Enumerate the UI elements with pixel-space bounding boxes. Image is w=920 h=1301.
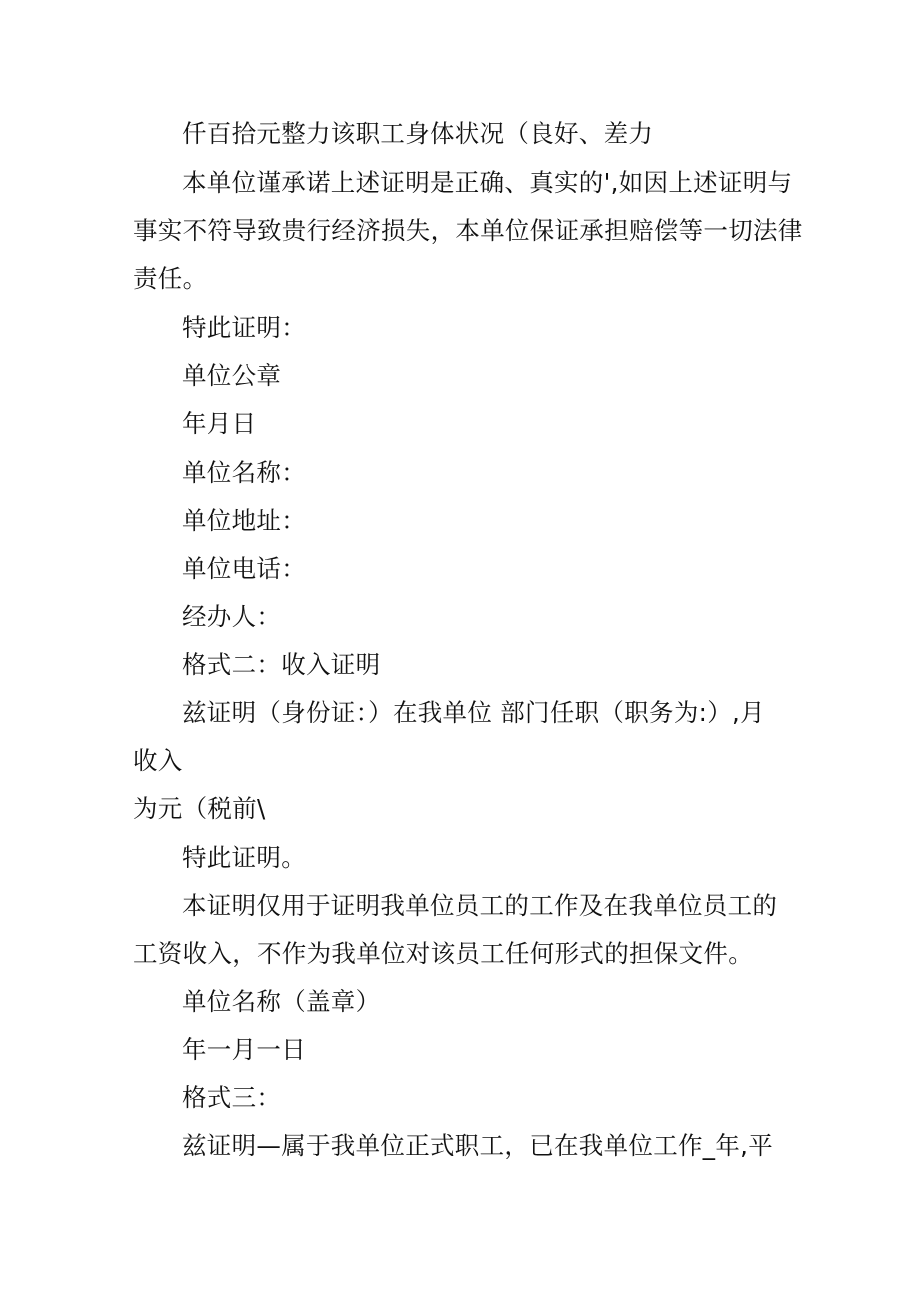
company-name-label: 单位名称：: [182, 458, 306, 487]
paragraph-line: 兹证明（身份证：）在我单位 部门任职（职务为:）,月: [182, 698, 765, 727]
section-heading: 格式三：: [182, 1083, 282, 1112]
company-name-seal-label: 单位名称（盖章）: [182, 987, 381, 1016]
company-seal-label: 单位公章: [182, 361, 282, 390]
closing-line: 特此证明。: [182, 843, 306, 872]
handler-label: 经办人：: [182, 602, 282, 631]
paragraph-line: 兹证明—属于我单位正式职工，已在我单位工作_年,平: [182, 1131, 774, 1160]
paragraph-line: 事实不符导致贵行经济损失，本单位保证承担赔偿等一切法律: [133, 216, 803, 245]
closing-line: 特此证明：: [182, 313, 306, 342]
text-line: 仟百拾元整力该职工身体状况（良好、差力: [182, 119, 654, 148]
company-phone-label: 单位电话：: [182, 554, 306, 583]
paragraph-line: 工资收入，不作为我单位对该员工任何形式的担保文件。: [133, 939, 753, 968]
paragraph-line: 责任。: [133, 264, 208, 293]
paragraph-line: 本单位谨承诺上述证明是正确、真实的',如因上述证明与: [182, 168, 793, 197]
paragraph-line: 收入: [133, 746, 183, 775]
paragraph-line: 本证明仅用于证明我单位员工的工作及在我单位员工的: [182, 891, 778, 920]
date-label: 年月日: [182, 409, 257, 438]
paragraph-line: 为元（税前\: [133, 794, 266, 823]
section-heading: 格式二：收入证明: [182, 650, 381, 679]
date-label: 年一月一日: [182, 1035, 306, 1064]
company-address-label: 单位地址：: [182, 506, 306, 535]
